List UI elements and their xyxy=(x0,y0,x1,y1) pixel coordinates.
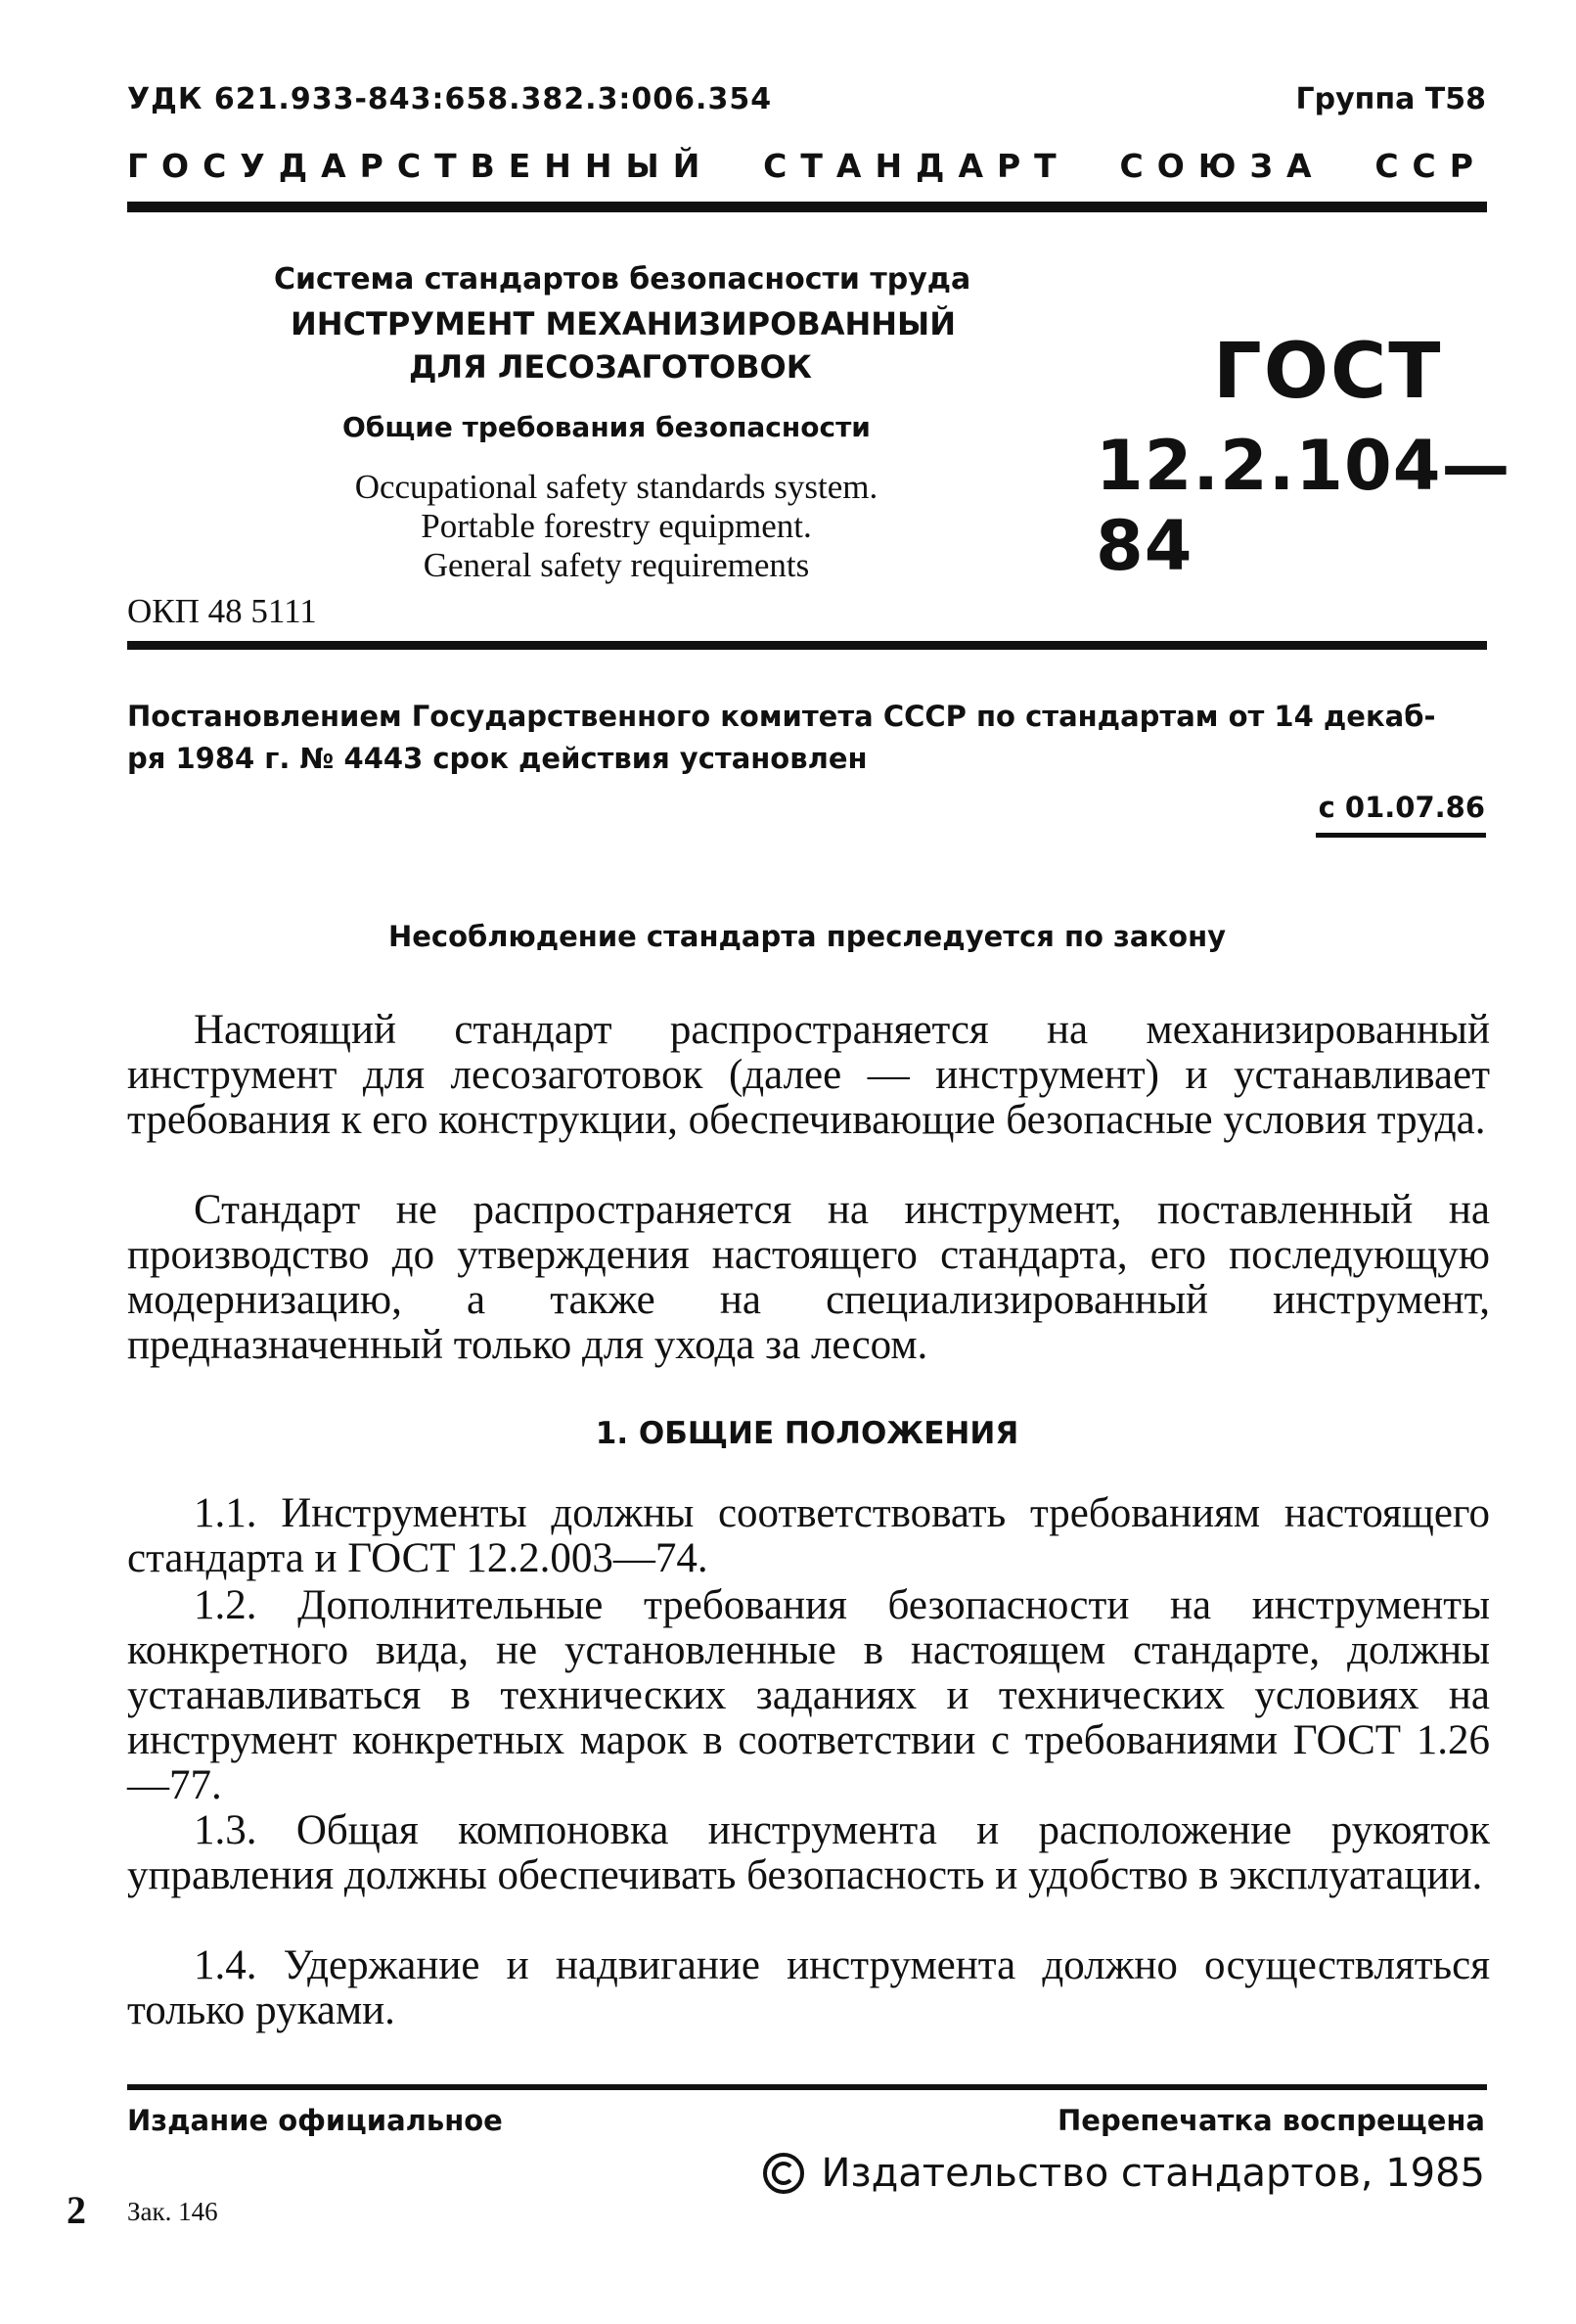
group-code: Группа Т58 xyxy=(1295,82,1486,116)
english-title-line-1: Occupational safety standards system. xyxy=(354,468,878,506)
english-title-line-3: General safety requirements xyxy=(423,546,810,584)
clause-1-1: 1.1. Инструменты должны соответствовать требованиям настоящего стандарта и ГОСТ 12.2.003—74. xyxy=(127,1490,1490,1581)
copyright-icon xyxy=(762,2152,805,2195)
publisher-name: Издательство стандартов, 1985 xyxy=(821,2151,1485,2196)
clause-1-4: 1.4. Удержание и надвигание инструмента должно осуществляться только руками. xyxy=(127,1942,1490,2033)
date-underline xyxy=(1316,833,1486,838)
effective-date: с 01.07.86 xyxy=(1318,791,1485,824)
decree-line-1: Постановлением Государственного комитета СССР по стандартам от 14 декаб- xyxy=(127,700,1436,733)
title-rule xyxy=(127,641,1487,650)
state-standard-heading xyxy=(127,147,1487,185)
udk-code: УДК 621.933-843:658.382.3:006.354 xyxy=(127,82,773,116)
intro-paragraph-2: Стандарт не распространяется на инструмент, поставленный на производство до утверждения настоящего стандарта, его последующую модернизацию, а также на специализированный инструмент, предназначенный только для ухода за лесом. xyxy=(127,1187,1490,1368)
gost-number: 12.2.104—84 xyxy=(1096,426,1511,586)
decree-line-2: ря 1984 г. № 4443 срок действия установлен xyxy=(127,742,868,775)
english-title-line-2: Portable forestry equipment. xyxy=(421,507,812,545)
official-edition-label: Издание официальное xyxy=(127,2104,503,2137)
reprint-prohibited-label: Перепечатка воспрещена xyxy=(1058,2104,1485,2137)
state-standard-word: ГОСУДАРСТВЕННЫЙ xyxy=(127,147,714,185)
document-title-line-2: ДЛЯ ЛЕСОЗАГОТОВОК xyxy=(409,348,812,386)
intro-paragraph-1: Настоящий стандарт распространяется на механизированный инструмент для лесозаготовок (далее — инструмент) и устанавливает требования к его конструкции, обеспечивающие безопасные условия труда. xyxy=(127,1007,1490,1143)
english-title xyxy=(293,468,939,585)
document-title-line-1: ИНСТРУМЕНТ МЕХАНИЗИРОВАННЫЙ xyxy=(291,305,956,342)
header-rule xyxy=(127,202,1487,212)
gost-label: ГОСТ xyxy=(1213,328,1443,416)
standards-system-title: Система стандартов безопасности труда xyxy=(274,262,971,296)
state-standard-word: ССР xyxy=(1374,147,1487,185)
publisher-line xyxy=(762,2151,1485,2196)
document-subtitle: Общие требования безопасности xyxy=(342,411,871,443)
clause-1-3: 1.3. Общая компоновка инструмента и расположение рукояток управления должны обеспечивать безопасность и удобство в эксплуатации. xyxy=(127,1807,1490,1898)
state-standard-word: СОЮЗА xyxy=(1119,147,1326,185)
clause-1-2: 1.2. Дополнительные требования безопасности на инструменты конкретного вида, не установленные в настоящем стандарте, должны устанавливаться в технических заданиях и технических условиях на инструмент конкретных марок в соответствии с требованиями ГОСТ 1.26—77. xyxy=(127,1582,1490,1808)
section-heading: 1. ОБЩИЕ ПОЛОЖЕНИЯ xyxy=(595,1416,1019,1451)
violation-notice: Несоблюдение стандарта преследуется по закону xyxy=(387,920,1227,953)
footer-rule xyxy=(127,2084,1487,2090)
page-number: 2 xyxy=(67,2188,86,2232)
state-standard-word: СТАНДАРТ xyxy=(763,147,1070,185)
okp-code: ОКП 48 5111 xyxy=(127,592,317,630)
order-number: Зак. 146 xyxy=(127,2197,218,2226)
